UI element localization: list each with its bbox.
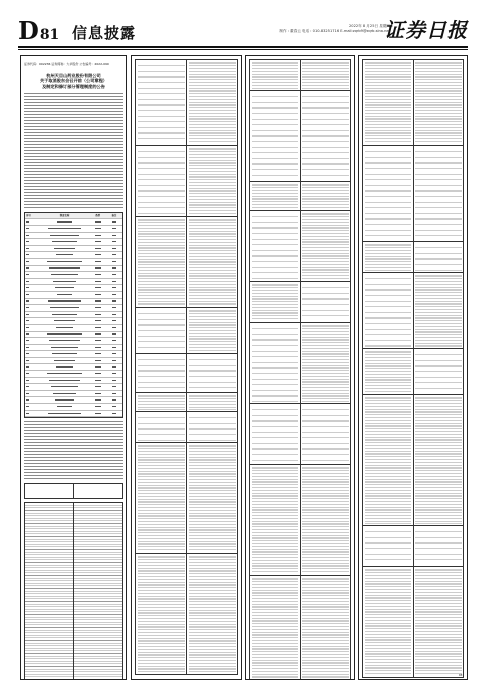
- row-type-cell: [90, 246, 106, 252]
- table-row: [136, 412, 237, 443]
- column-4: [358, 55, 468, 680]
- table-row: [136, 393, 237, 412]
- table-row: [25, 272, 122, 279]
- row-type-cell: [90, 226, 106, 232]
- row-index-cell: [25, 378, 39, 384]
- row-index-cell: [25, 325, 39, 331]
- table-row: [136, 443, 237, 554]
- table-row: [25, 318, 122, 325]
- article-title-line-2: 关于取消股东会召开前（公司章程）: [39, 78, 107, 84]
- row-type-cell: [90, 312, 106, 318]
- column-2: [131, 55, 242, 680]
- row-name-cell: [39, 345, 89, 351]
- row-note-cell: [106, 384, 122, 390]
- row-type-cell: [90, 318, 106, 324]
- date-line: 2022年 8 月25日 星期四: [349, 24, 390, 28]
- row-index-cell: [25, 318, 39, 324]
- row-name-cell: [39, 305, 89, 311]
- row-note-cell: [106, 246, 122, 252]
- row-name-cell: [39, 259, 89, 265]
- row-name-cell: [39, 332, 89, 338]
- row-name-cell: [39, 233, 89, 239]
- table-row: [25, 371, 122, 378]
- masthead-meta: [279, 24, 390, 34]
- row-index-cell: [25, 358, 39, 364]
- header-rule-thin: [18, 49, 468, 50]
- row-name-cell: [39, 371, 89, 377]
- row-name-cell: [39, 272, 89, 278]
- row-name-cell: [39, 226, 89, 232]
- row-note-cell: [106, 312, 122, 318]
- row-index-cell: [25, 272, 39, 278]
- table-row: [25, 305, 122, 312]
- row-note-cell: [106, 338, 122, 344]
- table-row: [25, 219, 122, 226]
- row-name-cell: [39, 378, 89, 384]
- row-note-cell: [106, 279, 122, 285]
- row-note-cell: [106, 318, 122, 324]
- row-type-cell: [90, 364, 106, 370]
- row-note-cell: [106, 285, 122, 291]
- row-type-cell: [90, 239, 106, 245]
- table-row: [25, 338, 122, 345]
- page-footer-label: D81: [458, 674, 464, 677]
- row-type-cell: [90, 305, 106, 311]
- row-index-cell: [25, 299, 39, 305]
- comparison-table-2: [249, 59, 351, 680]
- comparison-table-3: [362, 59, 464, 678]
- newspaper-logo: 证券日报: [384, 18, 468, 42]
- row-name-cell: [39, 246, 89, 252]
- row-note-cell: [106, 397, 122, 403]
- table-row: [136, 354, 237, 393]
- page-code: [18, 16, 59, 45]
- table-row: [25, 246, 122, 253]
- row-name-cell: [39, 318, 89, 324]
- row-index-cell: [25, 312, 39, 318]
- row-index-cell: [25, 305, 39, 311]
- row-name-cell: [39, 384, 89, 390]
- header-rule: [18, 46, 468, 48]
- table-row: [363, 567, 463, 677]
- row-type-cell: [90, 345, 106, 351]
- row-type-cell: [90, 219, 106, 225]
- header-name: 制度名称: [59, 213, 70, 217]
- table-row: [25, 285, 122, 292]
- masthead: [18, 14, 468, 46]
- table-row: [25, 259, 122, 266]
- table-row: [250, 323, 350, 404]
- row-name-cell: [39, 239, 89, 245]
- row-index-cell: [25, 246, 39, 252]
- article-title-line-3: 及制定和修订部分管理制度的公告: [42, 83, 105, 89]
- table-row: [250, 282, 350, 323]
- table-row: [25, 299, 122, 306]
- row-type-cell: [90, 358, 106, 364]
- row-index-cell: [25, 332, 39, 338]
- row-index-cell: [25, 292, 39, 298]
- row-index-cell: [25, 345, 39, 351]
- row-type-cell: [90, 338, 106, 344]
- table-row: [25, 358, 122, 365]
- table-row: [363, 395, 463, 526]
- row-type-cell: [90, 279, 106, 285]
- page-number: 81: [39, 27, 60, 43]
- row-note-cell: [106, 226, 122, 232]
- table-row: [250, 465, 350, 576]
- row-type-cell: [90, 404, 106, 410]
- table-row: [136, 146, 237, 217]
- row-type-cell: [90, 292, 106, 298]
- info-box-header: [24, 483, 123, 499]
- row-index-cell: [25, 371, 39, 377]
- row-note-cell: [106, 233, 122, 239]
- row-name-cell: [39, 358, 89, 364]
- table-row: [250, 576, 350, 680]
- table-row: [25, 378, 122, 385]
- table-row: [25, 266, 122, 273]
- row-type-cell: [90, 299, 106, 305]
- table-row: [25, 364, 122, 371]
- table-row: [25, 226, 122, 233]
- table-row: [25, 332, 122, 339]
- row-index-cell: [25, 239, 39, 245]
- row-type-cell: [90, 233, 106, 239]
- row-note-cell: [106, 364, 122, 370]
- table-row: [25, 279, 122, 286]
- row-index-cell: [25, 259, 39, 265]
- row-type-cell: [90, 371, 106, 377]
- row-name-cell: [39, 325, 89, 331]
- table-row: [25, 252, 122, 259]
- row-index-cell: [25, 351, 39, 357]
- box-cell: [74, 484, 122, 498]
- row-name-cell: [39, 285, 89, 291]
- row-note-cell: [106, 404, 122, 410]
- article-body: [24, 92, 123, 210]
- header-type: 类型: [95, 213, 101, 217]
- row-type-cell: [90, 252, 106, 258]
- row-type-cell: [90, 259, 106, 265]
- header-index: 序号: [26, 213, 31, 217]
- table-row: [25, 292, 122, 299]
- row-name-cell: [39, 252, 89, 258]
- table-row: [250, 211, 350, 282]
- row-name-cell: [39, 266, 89, 272]
- table-row: [136, 217, 237, 308]
- article-body-2: [24, 420, 123, 480]
- row-note-cell: [106, 411, 122, 417]
- table-row: [136, 60, 237, 146]
- row-name-cell: [39, 338, 89, 344]
- row-index-cell: [25, 397, 39, 403]
- row-note-cell: [106, 299, 122, 305]
- table-row: [25, 411, 122, 418]
- comparison-table-1: [135, 59, 238, 675]
- table-row: [25, 404, 122, 411]
- row-type-cell: [90, 391, 106, 397]
- row-type-cell: [90, 384, 106, 390]
- row-type-cell: [90, 285, 106, 291]
- table-row: [363, 60, 463, 146]
- table-row: [250, 182, 350, 211]
- article-title-line-1: 杭州天目山药业股份有限公司: [46, 73, 101, 79]
- column-1: [20, 55, 127, 680]
- table-row: [363, 146, 463, 242]
- row-type-cell: [90, 266, 106, 272]
- row-name-cell: [39, 292, 89, 298]
- table-row: [25, 345, 122, 352]
- table-row: [25, 351, 122, 358]
- row-index-cell: [25, 411, 39, 417]
- table-row: [25, 312, 122, 319]
- table-body: [25, 219, 122, 417]
- table-row: [25, 325, 122, 332]
- row-index-cell: [25, 226, 39, 232]
- table-row: [363, 526, 463, 567]
- row-index-cell: [25, 338, 39, 344]
- row-type-cell: [90, 378, 106, 384]
- column-3: [245, 55, 355, 680]
- table-row: [25, 397, 122, 404]
- table-row: [25, 233, 122, 240]
- row-name-cell: [39, 219, 89, 225]
- box-cell: [25, 503, 74, 680]
- table-row: [250, 60, 350, 91]
- row-name-cell: [39, 351, 89, 357]
- table-row: [25, 239, 122, 246]
- row-note-cell: [106, 252, 122, 258]
- table-row: [250, 404, 350, 465]
- header-note: 备注: [111, 213, 117, 217]
- row-type-cell: [90, 351, 106, 357]
- table-header-row: [25, 213, 122, 220]
- table-row: [25, 391, 122, 398]
- row-note-cell: [106, 391, 122, 397]
- row-name-cell: [39, 279, 89, 285]
- section-title: 信息披露: [72, 24, 137, 42]
- row-type-cell: [90, 325, 106, 331]
- row-type-cell: [90, 411, 106, 417]
- editor-line: 制作 : 董春云 电话 : 010-83251716 E-mail:zqrb9@zqrb.sina.net: [279, 29, 390, 33]
- row-name-cell: [39, 391, 89, 397]
- policy-table: [24, 212, 123, 418]
- table-row: [25, 384, 122, 391]
- row-index-cell: [25, 404, 39, 410]
- row-note-cell: [106, 325, 122, 331]
- row-name-cell: [39, 364, 89, 370]
- row-index-cell: [25, 266, 39, 272]
- box-cell: [25, 484, 74, 498]
- row-index-cell: [25, 391, 39, 397]
- row-name-cell: [39, 312, 89, 318]
- row-type-cell: [90, 397, 106, 403]
- page-letter: D: [18, 16, 39, 45]
- info-box: [24, 502, 123, 680]
- table-row: [363, 349, 463, 395]
- row-note-cell: [106, 239, 122, 245]
- row-note-cell: [106, 345, 122, 351]
- stock-line: 证券代码：002236 证券简称：大华股份 公告编号：2022-090: [24, 62, 109, 66]
- table-row: [250, 91, 350, 182]
- row-type-cell: [90, 332, 106, 338]
- row-note-cell: [106, 332, 122, 338]
- row-note-cell: [106, 266, 122, 272]
- row-note-cell: [106, 259, 122, 265]
- row-index-cell: [25, 279, 39, 285]
- row-note-cell: [106, 371, 122, 377]
- table-row: [136, 308, 237, 354]
- row-name-cell: [39, 397, 89, 403]
- row-name-cell: [39, 404, 89, 410]
- row-note-cell: [106, 358, 122, 364]
- box-cell: [74, 503, 122, 680]
- row-note-cell: [106, 378, 122, 384]
- row-index-cell: [25, 252, 39, 258]
- table-row: [136, 554, 237, 674]
- table-row: [363, 273, 463, 349]
- row-index-cell: [25, 285, 39, 291]
- row-index-cell: [25, 219, 39, 225]
- row-index-cell: [25, 384, 39, 390]
- row-index-cell: [25, 233, 39, 239]
- row-index-cell: [25, 364, 39, 370]
- row-note-cell: [106, 219, 122, 225]
- row-note-cell: [106, 292, 122, 298]
- row-type-cell: [90, 272, 106, 278]
- row-name-cell: [39, 299, 89, 305]
- row-name-cell: [39, 411, 89, 417]
- row-note-cell: [106, 351, 122, 357]
- row-note-cell: [106, 272, 122, 278]
- table-row: [363, 242, 463, 273]
- row-note-cell: [106, 305, 122, 311]
- article-title: [21, 73, 126, 89]
